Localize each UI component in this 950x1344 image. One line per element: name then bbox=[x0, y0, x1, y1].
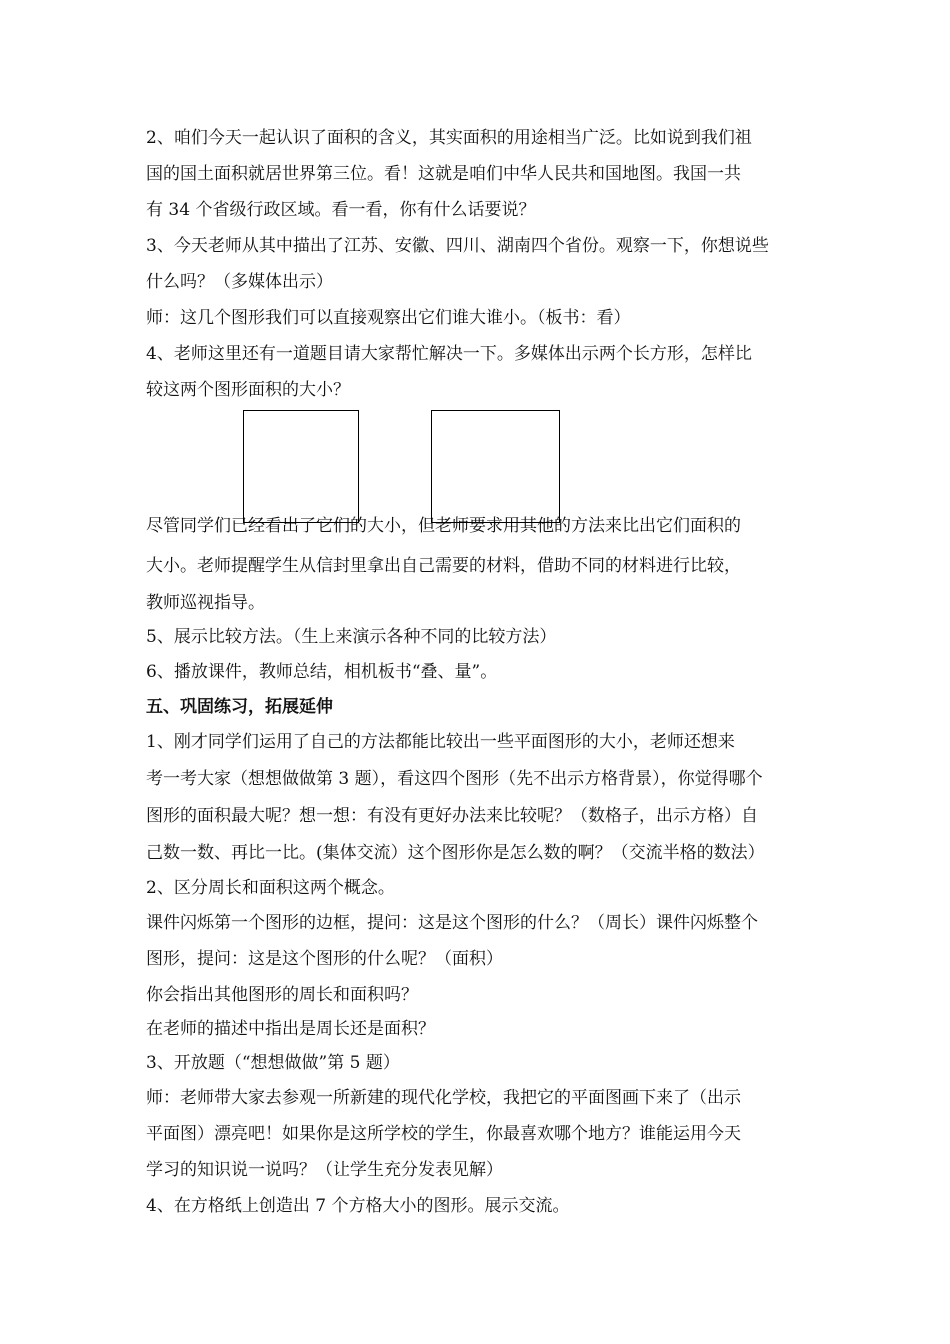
text-line: 6、播放课件，教师总结，相机板书“叠、量”。 bbox=[146, 662, 498, 682]
text-line: 2、咱们今天一起认识了面积的含义，其实面积的用途相当广泛。比如说到我们祖 bbox=[146, 128, 752, 148]
text-line: 在老师的描述中指出是周长还是面积？ bbox=[146, 1019, 435, 1039]
text-line: 5、展示比较方法。（生上来演示各种不同的比较方法） bbox=[146, 627, 557, 647]
text-line: 4、老师这里还有一道题目请大家帮忙解决一下。多媒体出示两个长方形，怎样比 bbox=[146, 344, 752, 364]
text-line: 尽管同学们已经看出了它们的大小，但老师要求用其他的方法来比出它们面积的 bbox=[146, 516, 741, 536]
text-line: 教师巡视指导。 bbox=[146, 593, 265, 613]
text-line: 3、开放题（“想想做做”第 5 题） bbox=[146, 1053, 400, 1073]
text-line: 国的国土面积就居世界第三位。看！这就是咱们中华人民共和国地图。我国一共 bbox=[146, 164, 741, 184]
text-line: 师：老师带大家去参观一所新建的现代化学校，我把它的平面图画下来了（出示 bbox=[146, 1088, 741, 1108]
text-line: 1、刚才同学们运用了自己的方法都能比较出一些平面图形的大小，老师还想来 bbox=[146, 732, 735, 752]
text-line: 较这两个图形面积的大小？ bbox=[146, 380, 350, 400]
text-line: 课件闪烁第一个图形的边框，提问：这是这个图形的什么？（周长）课件闪烁整个 bbox=[146, 913, 758, 933]
text-line: 图形，提问：这是这个图形的什么呢？（面积） bbox=[146, 949, 503, 969]
text-line: 3、今天老师从其中描出了江苏、安徽、四川、湖南四个省份。观察一下，你想说些 bbox=[146, 236, 769, 256]
section-heading: 五、巩固练习，拓展延伸 bbox=[146, 697, 333, 717]
text-line: 有 34 个省级行政区域。看一看，你有什么话要说？ bbox=[146, 200, 536, 220]
text-line: 图形的面积最大呢？想一想：有没有更好办法来比较呢？（数格子，出示方格）自 bbox=[146, 806, 758, 826]
text-line: 4、在方格纸上创造出 7 个方格大小的图形。展示交流。 bbox=[146, 1196, 570, 1216]
rectangle-shape-left bbox=[243, 410, 359, 523]
text-line: 师：这几个图形我们可以直接观察出它们谁大谁小。（板书：看） bbox=[146, 308, 631, 328]
text-line: 考一考大家（想想做做第 3 题），看这四个图形（先不出示方格背景），你觉得哪个 bbox=[146, 769, 763, 789]
text-line: 平面图）漂亮吧！如果你是这所学校的学生，你最喜欢哪个地方？谁能运用今天 bbox=[146, 1124, 741, 1144]
text-line: 你会指出其他图形的周长和面积吗？ bbox=[146, 985, 418, 1005]
rectangle-shape-right bbox=[431, 410, 560, 523]
text-line: 大小。老师提醒学生从信封里拿出自己需要的材料，借助不同的材料进行比较， bbox=[146, 556, 741, 576]
text-line: 2、区分周长和面积这两个概念。 bbox=[146, 878, 395, 898]
text-line: 什么吗？（多媒体出示） bbox=[146, 272, 333, 292]
text-line: 己数一数、再比一比。(集体交流）这个图形你是怎么数的啊？（交流半格的数法） bbox=[146, 843, 765, 863]
text-line: 学习的知识说一说吗？（让学生充分发表见解） bbox=[146, 1160, 503, 1180]
